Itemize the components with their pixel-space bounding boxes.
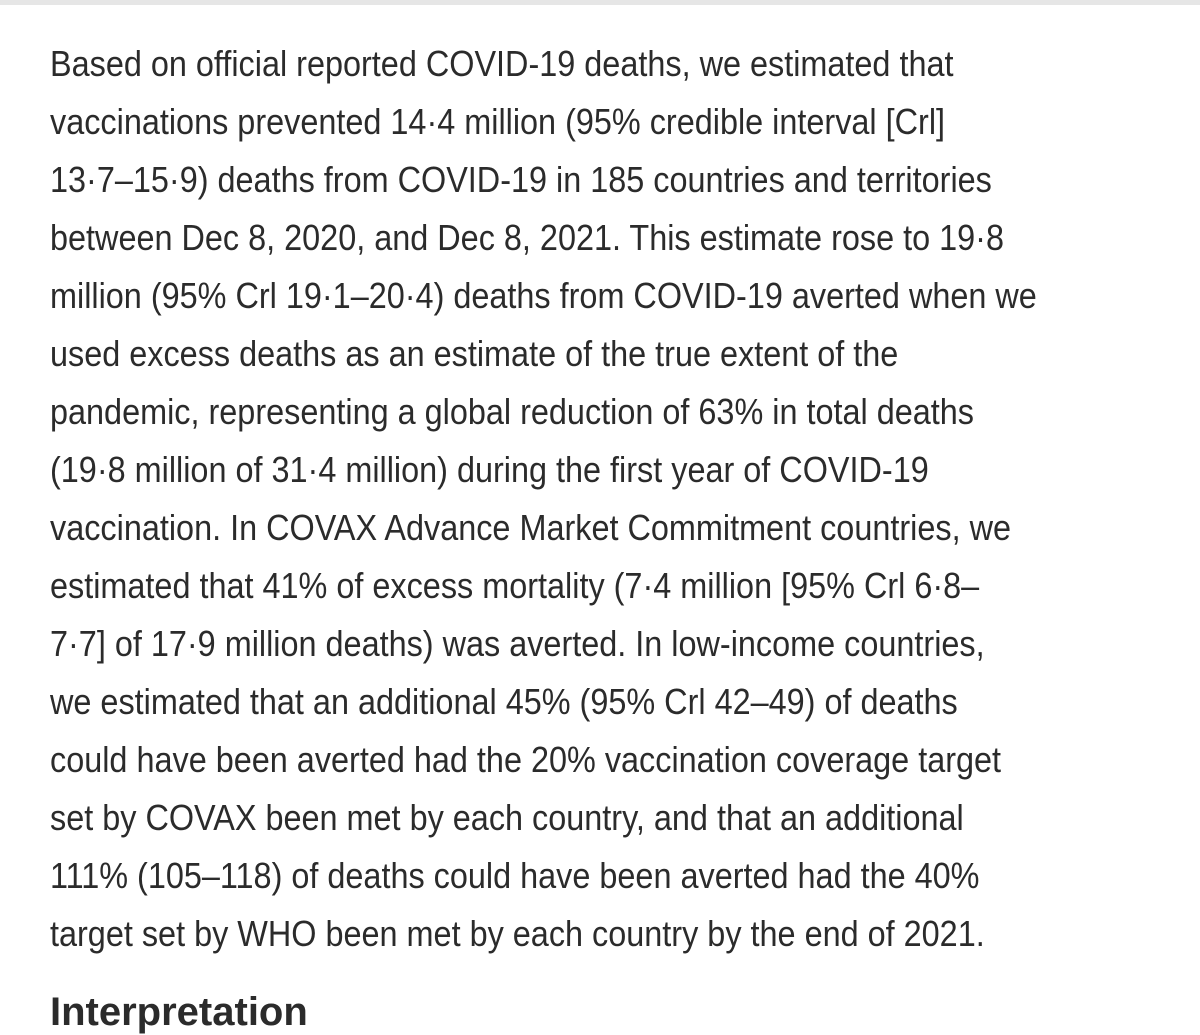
paragraph-line: vaccination. In COVAX Advance Market Commitment countries, we	[50, 507, 1011, 548]
paragraph-line: vaccinations prevented 14·4 million (95% credible interval [Crl]	[50, 101, 946, 142]
paragraph-line: could have been averted had the 20% vaccination coverage target	[50, 739, 1002, 780]
paragraph-line: pandemic, representing a global reduction of 63% in total deaths	[50, 391, 975, 432]
paragraph-line: 7·7] of 17·9 million deaths) was averted. In low-income countries,	[50, 623, 985, 664]
paragraph-line: 111% (105–118) of deaths could have been averted had the 40%	[50, 855, 980, 896]
paragraph-line: 13·7–15·9) deaths from COVID-19 in 185 countries and territories	[50, 159, 992, 200]
paragraph-line: between Dec 8, 2020, and Dec 8, 2021. This estimate rose to 19·8	[50, 217, 1004, 258]
paragraph-line: estimated that 41% of excess mortality (7·4 million [95% Crl 6·8–	[50, 565, 980, 606]
paragraph-line: set by COVAX been met by each country, and that an additional	[50, 797, 964, 838]
paragraph-line: million (95% Crl 19·1–20·4) deaths from COVID-19 averted when we	[50, 275, 1037, 316]
paragraph-line: we estimated that an additional 45% (95% Crl 42–49) of deaths	[50, 681, 958, 722]
section-heading-interpretation: Interpretation	[50, 990, 308, 1034]
paragraph-line: Based on official reported COVID-19 deaths, we estimated that	[50, 43, 954, 84]
findings-paragraph	[50, 35, 1190, 963]
paragraph-line: target set by WHO been met by each country by the end of 2021.	[50, 913, 985, 954]
top-divider	[0, 0, 1200, 5]
paragraph-line: used excess deaths as an estimate of the true extent of the	[50, 333, 899, 374]
paragraph-line: (19·8 million of 31·4 million) during the first year of COVID-19	[50, 449, 929, 490]
